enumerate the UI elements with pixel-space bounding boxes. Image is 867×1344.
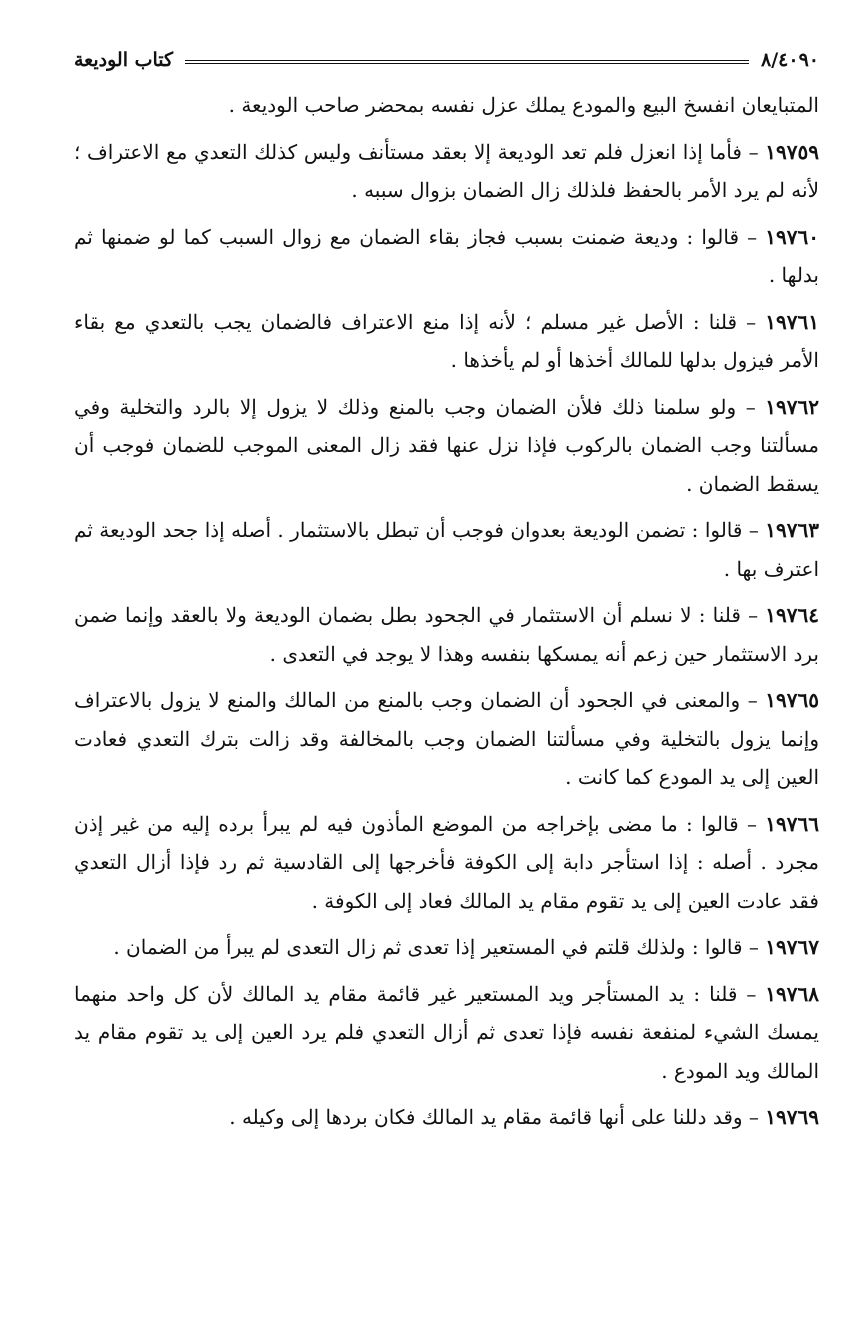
paragraph-19768	[74, 975, 819, 1091]
paragraph-text: المتبايعان انفسخ البيع والمودع يملك عزل نفسه بمحضر صاحب الوديعة .	[228, 93, 819, 117]
paragraph-text: – قالوا : تضمن الوديعة بعدوان فوجب أن تبطل بالاستثمار . أصله إذا جحد الوديعة ثم اعترف بها .	[74, 518, 819, 581]
paragraph-number: ١٩٧٦٤	[765, 603, 819, 627]
running-book-title: كتاب الوديعة	[74, 49, 174, 71]
paragraph-number: ١٩٧٦٥	[765, 688, 819, 712]
paragraph-text: – قالوا : وديعة ضمنت بسبب فجاز بقاء الضمان مع زوال السبب كما لو ضمنها ثم بدلها .	[74, 224, 819, 287]
paragraph-19760	[74, 218, 819, 295]
paragraph-text: – قالوا : ولذلك قلتم في المستعير إذا تعدى ثم زال التعدى لم يبرأ من الضمان .	[113, 935, 766, 959]
paragraph-number: ١٩٧٦١	[765, 309, 819, 334]
paragraph-19765	[74, 681, 819, 797]
paragraph-continuation	[74, 86, 819, 125]
paragraph-number: ١٩٧٦٢	[765, 394, 819, 419]
paragraph-text: – والمعنى في الجحود أن الضمان وجب بالمنع من المالك والمنع لا يزول بالاعتراف وإنما يزول بالتخلية وفي مسألتنا الضمان وجب بالمخالفة وقد زالت بترك التعدي فعادت العين إلى يد المودع كما كانت .	[74, 688, 819, 789]
paragraph-number: ١٩٧٦٨	[765, 981, 819, 1006]
paragraph-19766	[74, 805, 819, 921]
paragraph-19769	[74, 1098, 819, 1137]
paragraph-number: ١٩٧٦٧	[765, 935, 819, 959]
paragraph-text: – ولو سلمنا ذلك فلأن الضمان وجب بالمنع وذلك لا يزول إلا بالرد والتخلية وفي مسألتنا وجب الضمان بالركوب فإذا نزل عنها فقد زال المعنى الموجب للضمان فوجب أن يسقط الضمان .	[74, 394, 819, 496]
paragraph-19763	[74, 511, 819, 588]
paragraph-19761	[74, 303, 819, 380]
paragraph-19762	[74, 388, 819, 504]
paragraph-19767	[74, 928, 819, 967]
paragraph-19759	[74, 133, 819, 210]
paragraph-number: ١٩٧٦٣	[765, 518, 819, 542]
paragraph-text: – قالوا : ما مضى بإخراجه من الموضع المأذون فيه لم يبرأ برده إليه من غير إذن مجرد . أصله : إذا استأجر دابة إلى الكوفة فأخرجها إلى القادسية ثم رد فإذا أزال التعدي فقد عادت العين إلى يد تقوم مقام يد المالك فعاد إلى الكوفة .	[74, 811, 819, 913]
header-double-rule	[185, 60, 749, 64]
paragraph-text: – قلنا : لا نسلم أن الاستثمار في الجحود بطل بضمان الوديعة ولا بالعقد وإنما ضمن برد الاستثمار حين زعم أنه يمسكها بنفسه وهذا لا يوجد في التعدى .	[74, 603, 819, 666]
page-body	[74, 86, 819, 1137]
paragraph-text: – قلنا : يد المستأجر ويد المستعير غير قائمة مقام يد المالك لأن كل واحد منهما يمسك الشيء لمنفعة نفسه فإذا تعدى ثم أزال التعدي فلم يرد العين إلى يد تقوم مقام يد المالك ويد المودع .	[74, 981, 819, 1083]
page-header	[74, 44, 819, 76]
paragraph-number: ١٩٧٦٦	[765, 811, 819, 836]
page-reference: ٨/٤٠٩٠	[761, 49, 819, 71]
paragraph-number: ١٩٧٥٩	[765, 139, 819, 164]
paragraph-number: ١٩٧٦٩	[765, 1105, 819, 1129]
paragraph-number: ١٩٧٦٠	[765, 224, 819, 249]
paragraph-text: – فأما إذا انعزل فلم تعد الوديعة إلا بعقد مستأنف وليس كذلك التعدي مع الاعتراف ؛ لأنه لم يرد الأمر بالحفظ فلذلك زال الضمان بزوال سببه .	[74, 139, 819, 202]
paragraph-text: – وقد دللنا على أنها قائمة مقام يد المالك فكان بردها إلى وكيله .	[229, 1105, 766, 1129]
paragraph-text: – قلنا : الأصل غير مسلم ؛ لأنه إذا منع الاعتراف فالضمان يجب بالتعدي مع بقاء الأمر فيزول بدلها للمالك أخذها أو لم يأخذها .	[74, 309, 819, 372]
paragraph-19764	[74, 596, 819, 673]
